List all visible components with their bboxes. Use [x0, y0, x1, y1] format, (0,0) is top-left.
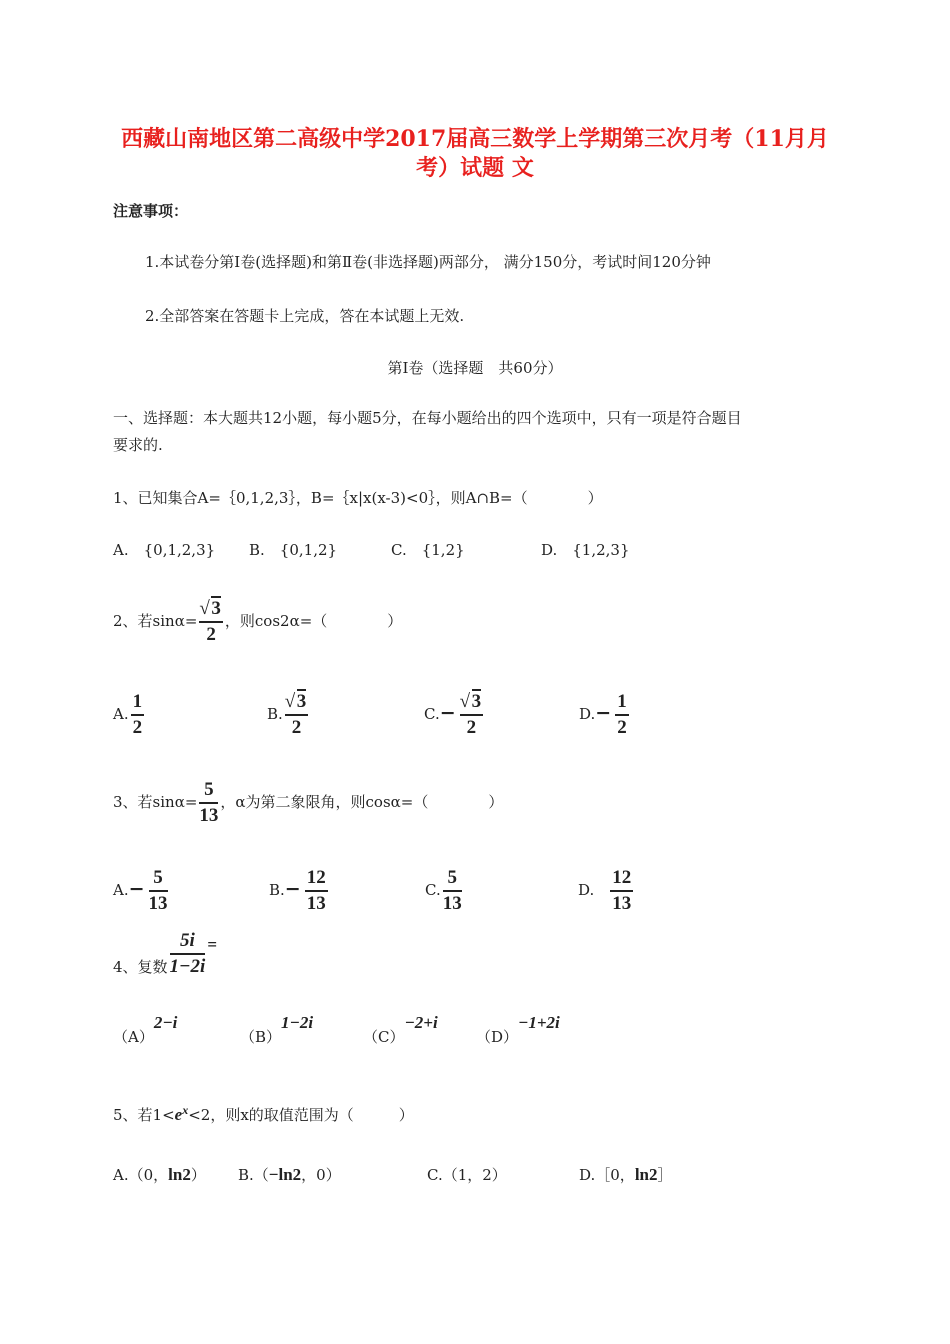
question-5-base: e	[174, 1105, 183, 1124]
question-4-option-a	[113, 1013, 177, 1047]
option-expression: −1+2i	[518, 1013, 560, 1032]
option-denominator: 13	[306, 893, 326, 914]
option-suffix: ）	[190, 1166, 206, 1184]
question-5-suffix: <2，则x的取值范围为（ ）	[188, 1106, 414, 1124]
option-prefix: A.（0，	[113, 1166, 169, 1184]
option-sign: −	[595, 702, 612, 724]
question-3-option-b	[269, 866, 330, 916]
section-heading: 第Ⅰ卷（选择题 共60分）	[387, 359, 563, 377]
notice-item-2: 2.全部答案在答题卡上完成，答在本试题上无效.	[145, 307, 465, 325]
question-4-option-d	[476, 1013, 560, 1047]
option-expression: 1−2i	[281, 1013, 314, 1032]
question-1-option-c: C. {1,2}	[391, 541, 465, 559]
option-numerator: 1	[131, 690, 145, 716]
option-label: B.	[267, 705, 283, 723]
option-label: （D）	[476, 1028, 519, 1046]
option-label: C.	[425, 881, 441, 899]
section-intro-line-2: 要求的.	[113, 436, 163, 454]
question-1-option-d: D. {1,2,3}	[541, 541, 630, 559]
option-denominator: 2	[132, 717, 143, 738]
option-label: A.	[113, 705, 129, 723]
question-3-stem	[113, 778, 503, 828]
option-label: （B）	[240, 1028, 282, 1046]
option-sign: −	[439, 702, 456, 724]
option-label: B.	[269, 881, 285, 899]
question-4-option-b	[240, 1013, 313, 1047]
question-3-prefix: 3、若sinα=	[113, 793, 198, 811]
option-prefix: B.（	[238, 1166, 269, 1184]
option-expression: −2+i	[404, 1013, 438, 1032]
option-numerator: 3	[471, 691, 482, 712]
question-1-option-b: B. {0,1,2}	[249, 541, 338, 559]
question-5-exponent: x	[182, 1103, 189, 1117]
question-2-denominator: 2	[206, 624, 216, 645]
notice-item-1: 1.本试卷分第Ⅰ卷(选择题)和第Ⅱ卷(非选择题)两部分， 满分150分，考试时间120分钟	[145, 253, 711, 271]
option-label: （A）	[113, 1028, 154, 1046]
option-label: C.	[424, 705, 440, 723]
option-denominator: 2	[617, 717, 627, 738]
option-denominator: 13	[442, 893, 462, 914]
question-4-denominator: 1−2i	[169, 956, 206, 977]
option-numerator: 12	[305, 866, 328, 892]
option-label: D.	[578, 881, 595, 899]
question-2-option-c	[424, 690, 485, 740]
option-denominator: 13	[148, 893, 168, 914]
question-3-option-c	[425, 866, 464, 916]
option-denominator: 13	[612, 893, 632, 914]
option-numerator: 5	[149, 866, 168, 892]
question-1-stem: 1、已知集合A=｛0,1,2,3｝，B=｛x|x(x-3)<0｝，则A∩B=（ ）	[113, 489, 603, 507]
question-4-stem	[113, 929, 217, 979]
question-3-numerator: 5	[199, 778, 218, 804]
exam-title-line-2: 考）试题 文	[416, 155, 534, 181]
question-3-option-a	[113, 866, 170, 916]
question-4-prefix: 4、复数	[113, 958, 168, 976]
question-2-numerator: 3	[211, 598, 221, 619]
option-expression: 2−i	[153, 1013, 178, 1032]
option-numerator: 1	[615, 690, 629, 716]
option-expression: −ln2	[268, 1165, 302, 1184]
question-4-numerator: 5i	[170, 929, 206, 955]
question-5-option-c: C.（1，2）	[427, 1166, 507, 1184]
question-4-fraction	[170, 929, 206, 979]
question-2-suffix: ，则cos2α=（ ）	[224, 612, 403, 630]
exam-title-line-1: 西藏山南地区第二高级中学2017届高三数学上学期第三次月考（11月月	[121, 126, 829, 152]
option-numerator: 3	[296, 691, 307, 712]
section-intro-line-1: 一、选择题：本大题共12小题，每小题5分，在每小题给出的四个选项中，只有一项是符合题目	[113, 409, 742, 427]
option-denominator: 2	[291, 717, 302, 738]
question-3-option-d	[578, 866, 635, 916]
option-label: A.	[113, 881, 129, 899]
question-3-fraction	[199, 778, 218, 828]
question-2-option-b	[267, 690, 310, 740]
notice-heading: 注意事项：	[113, 202, 189, 220]
option-sign: −	[128, 878, 145, 900]
question-4-option-c	[363, 1013, 438, 1047]
question-2-option-d	[579, 690, 631, 740]
question-5-option-b	[238, 1164, 341, 1185]
question-2-fraction	[199, 597, 223, 647]
option-suffix: ，0）	[301, 1166, 341, 1184]
question-3-denominator: 13	[199, 805, 219, 826]
option-expression: ln2	[634, 1165, 658, 1184]
question-1-option-a: A. {0,1,2,3}	[113, 541, 216, 559]
question-2-prefix: 2、若sinα=	[113, 612, 198, 630]
question-3-suffix: ，α为第二象限角，则cosα=（ ）	[220, 793, 504, 811]
option-numerator: 5	[443, 866, 462, 892]
option-denominator: 2	[466, 717, 477, 738]
option-suffix: ］	[657, 1166, 673, 1184]
option-sign: −	[284, 878, 301, 900]
option-prefix: D.［0，	[579, 1166, 635, 1184]
question-5-stem	[113, 1103, 414, 1125]
question-5-option-a	[113, 1164, 206, 1185]
question-2-stem	[113, 597, 402, 647]
question-4-equals: =	[207, 935, 218, 954]
option-numerator: 12	[610, 866, 633, 892]
option-expression: ln2	[168, 1165, 191, 1184]
option-label: D.	[579, 705, 596, 723]
question-5-option-d	[579, 1164, 673, 1185]
option-label: （C）	[363, 1028, 405, 1046]
question-2-option-a	[113, 690, 146, 740]
question-5-prefix: 5、若1<	[113, 1106, 175, 1124]
